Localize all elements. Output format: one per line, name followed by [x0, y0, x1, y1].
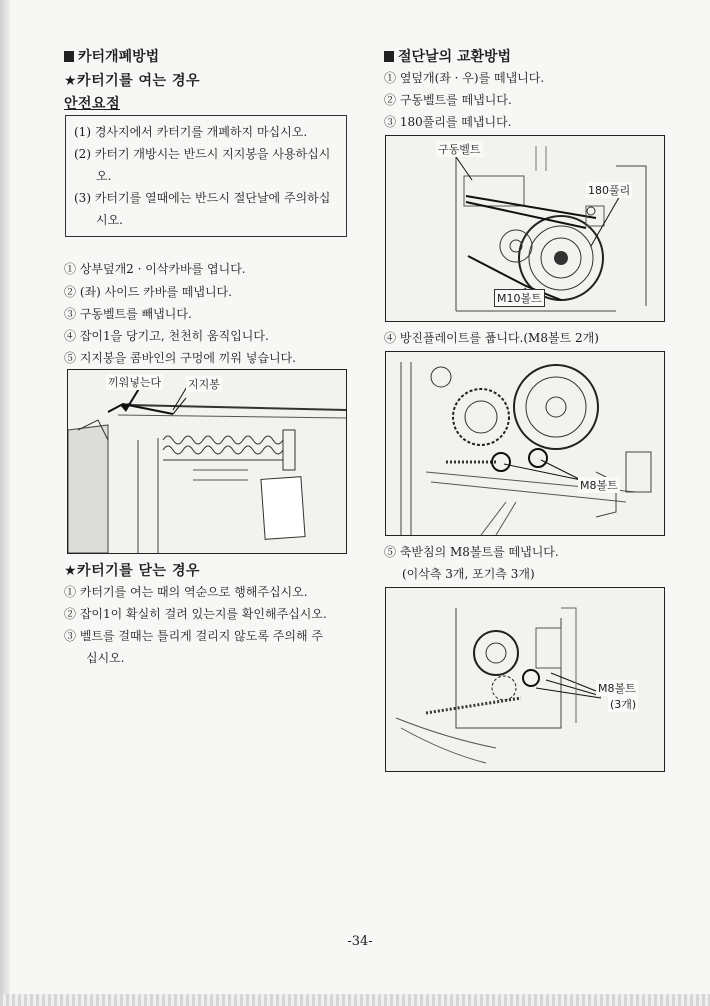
vibration-plate-drawing	[386, 352, 664, 535]
close-step: ② 잡이1이 확실히 걸려 있는지를 확인해주십시오.	[64, 607, 327, 621]
open-step: ④ 잡이1을 당기고, 천천히 움직입니다.	[64, 329, 269, 343]
label-m10-bolt: M10볼트	[494, 289, 545, 307]
safety-item-cont: 오.	[96, 169, 112, 183]
open-step: ① 상부덮개2 · 이삭카바를 엽니다.	[64, 262, 246, 276]
figure-bearing-bolts	[385, 587, 665, 772]
square-bullet-icon	[64, 51, 74, 62]
safety-box	[65, 115, 347, 237]
page-number: -34-	[347, 934, 373, 949]
open-step: ② (좌) 사이드 카바를 떼냅니다.	[64, 285, 232, 299]
close-step: ① 카터기를 여는 때의 역순으로 행해주십시오.	[64, 585, 308, 599]
scan-bottom-edge	[0, 994, 710, 1006]
figure-vibration-plate	[385, 351, 665, 536]
label-m8-bolt: M8볼트	[598, 682, 636, 695]
label-m8-bolt: M8볼트	[580, 479, 618, 492]
support-rod-drawing	[68, 370, 346, 553]
square-bullet-icon	[384, 51, 394, 62]
safety-item: (1) 경사지에서 카터기를 개폐하지 마십시오.	[74, 125, 308, 139]
replace-step: ④ 방진플레이트를 풉니다.(M8볼트 2개)	[384, 331, 599, 345]
safety-item: (2) 카터기 개방시는 반드시 지지봉을 사용하십시	[74, 147, 331, 161]
subheading-open: ★카터기를 여는 경우	[64, 73, 200, 89]
open-step: ③ 구동벨트를 빼냅니다.	[64, 307, 192, 321]
page-edge	[0, 0, 10, 1006]
label-support-rod: 지지봉	[188, 378, 220, 391]
figure-pulley	[385, 135, 665, 322]
replace-step-cont: (이삭측 3개, 포기측 3개)	[402, 567, 535, 581]
label-drive-belt: 구동벨트	[438, 143, 481, 156]
label-insert: 끼워넣는다	[108, 376, 162, 389]
replace-step: ① 옆덮개(좌 · 우)를 떼냅니다.	[384, 71, 545, 85]
subheading-close: ★카터기를 닫는 경우	[64, 563, 200, 579]
safety-item: (3) 카터기를 열때에는 반드시 절단날에 주의하십	[74, 191, 331, 205]
section-heading-blade-replace: 절단날의 교환방법	[384, 46, 511, 66]
open-step: ⑤ 지지봉을 콤바인의 구멍에 끼워 넣습니다.	[64, 351, 296, 365]
safety-title: 안전요점	[64, 96, 121, 112]
safety-item-cont: 시오.	[96, 213, 123, 227]
section-heading-cutter-open-close: 카터개폐방법	[64, 46, 159, 66]
close-step: ③ 벨트를 걸때는 틀리게 걸리지 않도록 주의해 주	[64, 629, 323, 643]
close-step-cont: 십시오.	[86, 651, 125, 665]
figure-support-rod	[67, 369, 347, 554]
replace-step: ⑤ 축받침의 M8볼트를 떼냅니다.	[384, 545, 559, 559]
label-bolt-count: (3개)	[610, 698, 637, 711]
label-180-pulley: 180풀리	[588, 184, 631, 197]
replace-step: ② 구동벨트를 떼냅니다.	[384, 93, 512, 107]
replace-step: ③ 180풀리를 떼냅니다.	[384, 115, 512, 129]
